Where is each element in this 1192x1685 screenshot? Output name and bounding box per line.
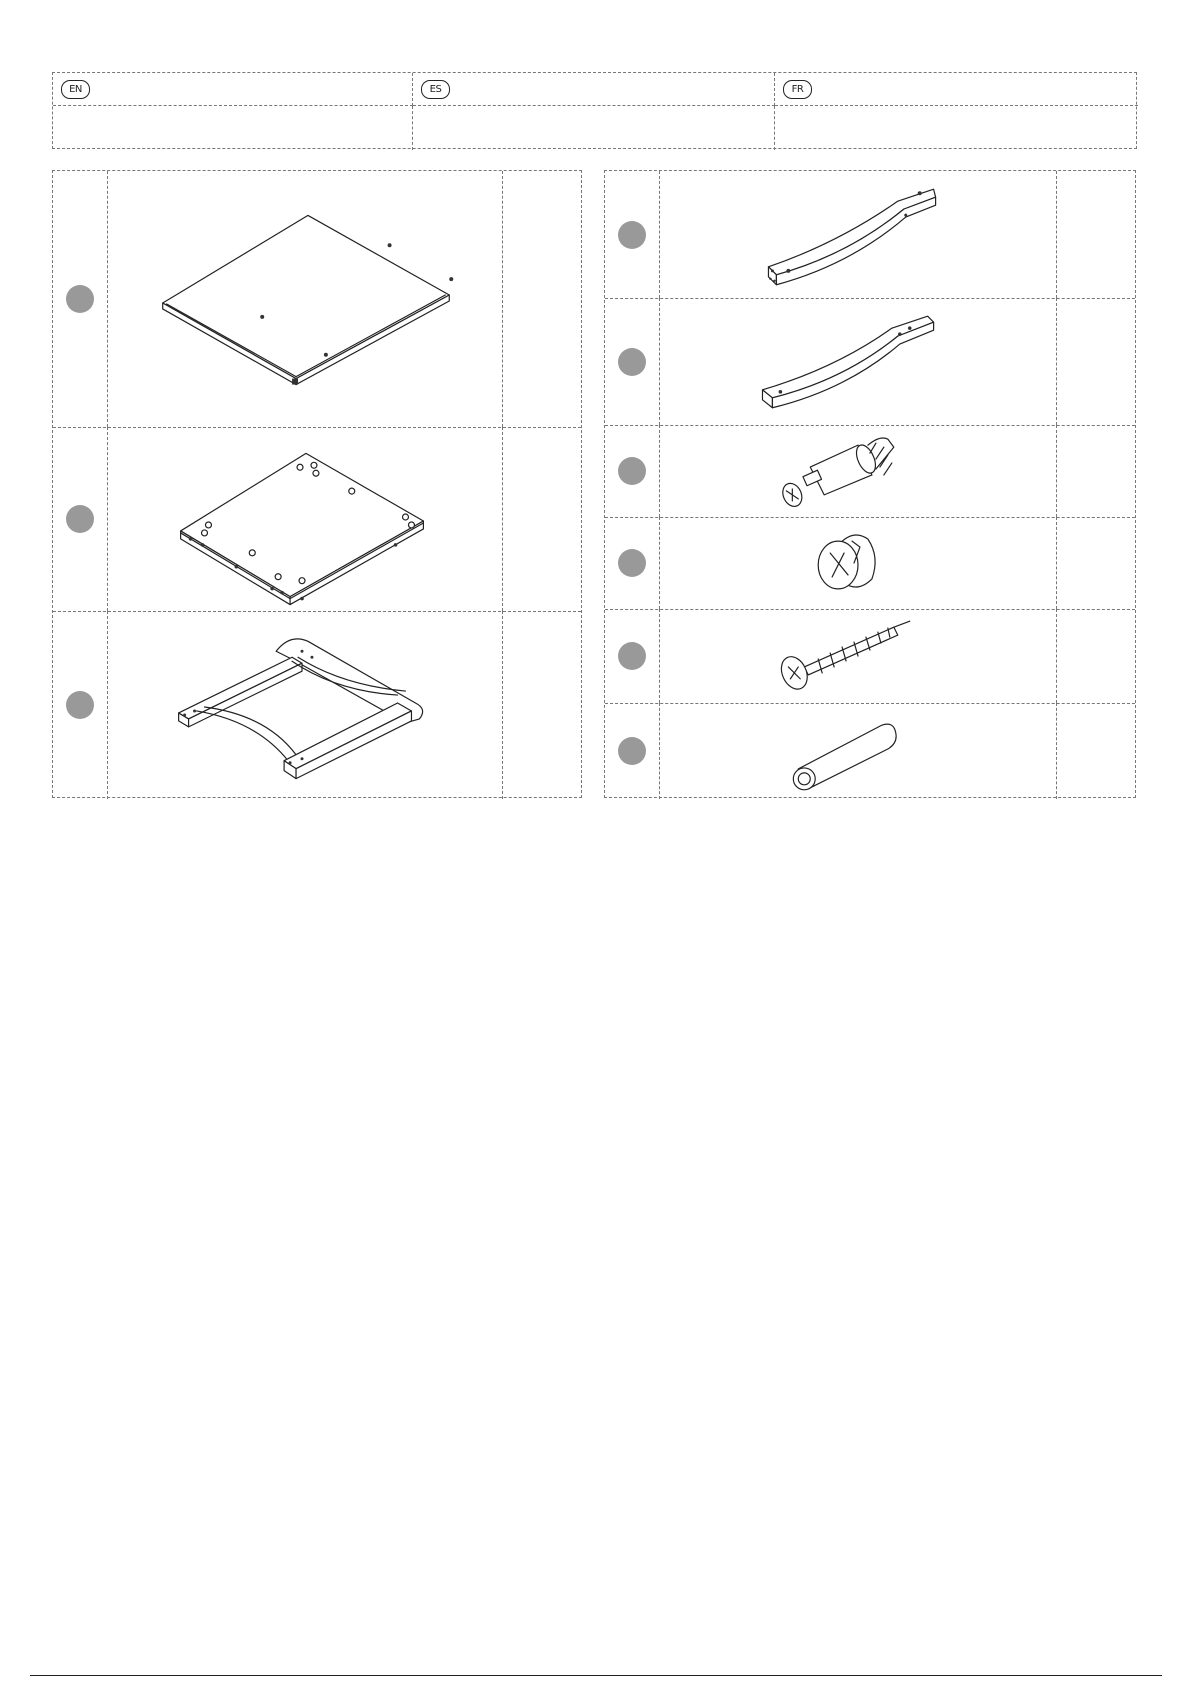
part-quantity-cell [1056, 703, 1135, 799]
part-illustration-cell [107, 427, 503, 611]
shelf-panel-icon [107, 427, 503, 611]
part-illustration-cell [659, 298, 1057, 425]
part-marker [66, 691, 94, 719]
wood-screw-icon [659, 609, 1057, 703]
part-illustration-cell [659, 703, 1057, 799]
lang-header-en [53, 73, 413, 106]
part-number-cell [605, 171, 660, 298]
part-number-cell [605, 703, 660, 799]
part-quantity-cell [1056, 517, 1135, 609]
wooden-dowel-icon [659, 703, 1057, 799]
part-illustration-cell [659, 517, 1057, 609]
part-number-cell [53, 171, 108, 427]
lang-header-fr [775, 73, 1138, 106]
part-number-cell [53, 427, 108, 611]
lang-text-fr [775, 106, 1138, 150]
lang-text-es [413, 106, 775, 150]
part-number-cell [605, 517, 660, 609]
part-quantity-cell [502, 171, 581, 427]
part-number-cell [605, 298, 660, 425]
part-marker [618, 737, 646, 765]
part-quantity-cell [1056, 298, 1135, 425]
part-row [605, 171, 1135, 299]
part-number-cell [605, 425, 660, 517]
leg-frame-icon [107, 611, 503, 799]
part-illustration-cell [659, 609, 1057, 703]
part-row [605, 703, 1135, 799]
part-illustration-cell [659, 171, 1057, 298]
part-row [53, 427, 581, 612]
part-marker [66, 505, 94, 533]
language-table [52, 72, 1137, 149]
part-quantity-cell [502, 427, 581, 611]
part-number-cell [53, 611, 108, 799]
part-row [53, 171, 581, 428]
parts-panel-right [604, 170, 1136, 798]
tabletop-panel-icon [107, 171, 503, 427]
lang-header-es [413, 73, 775, 106]
part-quantity-cell [1056, 609, 1135, 703]
part-quantity-cell [502, 611, 581, 799]
cam-lock-icon [659, 517, 1057, 609]
part-row [53, 611, 581, 799]
curved-rail-b-icon [659, 298, 1057, 425]
parts-panel-left [52, 170, 582, 798]
part-number-cell [605, 609, 660, 703]
part-marker [66, 285, 94, 313]
curved-rail-a-icon [659, 171, 1057, 298]
part-quantity-cell [1056, 425, 1135, 517]
part-illustration-cell [659, 425, 1057, 517]
part-marker [618, 221, 646, 249]
part-row [605, 517, 1135, 610]
part-illustration-cell [107, 171, 503, 427]
part-marker [618, 348, 646, 376]
cam-bolt-icon [659, 425, 1057, 517]
part-quantity-cell [1056, 171, 1135, 298]
part-marker [618, 642, 646, 670]
part-row [605, 298, 1135, 426]
lang-badge-fr: FR [783, 80, 812, 99]
lang-badge-es: ES [421, 80, 450, 99]
part-marker [618, 549, 646, 577]
part-marker [618, 457, 646, 485]
lang-badge-en: EN [61, 80, 90, 99]
part-row [605, 609, 1135, 704]
part-illustration-cell [107, 611, 503, 799]
footer-rule [30, 1675, 1162, 1676]
lang-text-en [53, 106, 413, 150]
part-row [605, 425, 1135, 518]
